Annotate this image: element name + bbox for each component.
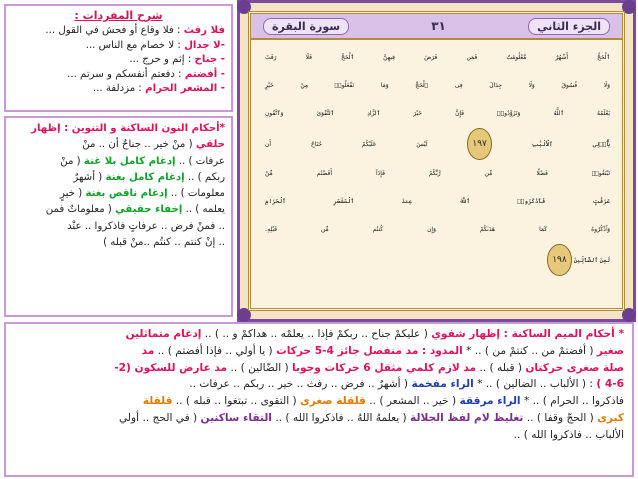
rule-name: الراء مرققة xyxy=(459,395,521,408)
quran-text xyxy=(265,44,610,276)
quran-segment: يَٰٓأُو۟لِى ٱلْأَلْبَٰبِ xyxy=(531,142,610,148)
rule-heading: * أحكام الميم الساكنة : إظهار شفوي xyxy=(431,328,624,340)
rule-line: الألباب .. فاذكروا الله ) .. xyxy=(513,428,624,441)
quran-line: تَبْتَغُوا۟ فَضْلًا مِّن رَّبِّكُمْ فَإِذَآ أَفَضْتُم مِّنْ xyxy=(265,171,610,177)
rule-name: صلة صغرى حركتان xyxy=(525,361,624,374)
quran-line: يَعْلَمْهُ ٱللَّهُ وَتَزَوَّدُوا۟ فَإِنَّ خَيْرَ ٱلزَّادِ ٱلتَّقْوَىٰ وَٱتَّقُونِ xyxy=(265,111,610,117)
rule-line xyxy=(14,326,624,343)
rule-line xyxy=(12,186,225,202)
rule-example: : ( الألباب .. الضالين ) .. * xyxy=(477,378,593,391)
vocab-term: فلا رفث xyxy=(183,25,225,36)
rule-example: ( منْ xyxy=(60,155,81,167)
rule-example: ( يعلمهُ اللهُ .. فاذكروا الله ) .. xyxy=(275,411,407,424)
vocab-term: - جناح xyxy=(194,54,225,66)
vocab-def: : فلا وقاع أو فحش في القول ... xyxy=(45,25,181,36)
rule-name: قلقلة صغرى xyxy=(300,395,366,408)
vocab-def: : لا خصام مع الناس ... xyxy=(85,39,181,51)
quran-line: وَلَا فُسُوقَ وَلَا جِدَالَ فِى ٱلْحَجِّ وَمَا تَفْعَلُوا۟ مِنْ خَيْرٍ xyxy=(265,83,610,89)
rule-line xyxy=(14,343,624,360)
vocab-term: -لا جدال xyxy=(184,39,225,51)
rule-name: إدغام كامل بلا غنة xyxy=(83,155,176,167)
rule-example: ( التقوى .. تبتغوا .. قبله ) .. xyxy=(175,395,297,408)
vocab-def: : مزدلفة ... xyxy=(92,83,142,95)
vocab-row xyxy=(12,68,225,83)
quran-line: عَرَفَٰتٍ فَٱذْكُرُوا۟ ٱللَّهَ عِندَ ٱلْمَشْعَرِ ٱلْحَرَامِ xyxy=(265,199,610,205)
quran-page xyxy=(237,0,636,322)
meem-madd-rules-panel xyxy=(4,322,634,477)
rule-line: .. إنْ كنتم .. كنتُم ..منْ قبله ) xyxy=(103,237,225,249)
rule-name: التقاء ساكنين xyxy=(200,411,272,424)
rule-name: 4-6 ) xyxy=(596,378,624,391)
rule-example: ( قبله ) .. xyxy=(479,361,523,374)
rule-line xyxy=(12,154,225,170)
rule-heading: *أحكام النون الساكنة و التنوين : إظهار xyxy=(31,123,225,134)
rule-example: ( أشهرٌ .. فرض .. رفث .. خير .. ربكم .. عرفات .. xyxy=(189,378,409,391)
rule-line xyxy=(12,121,225,137)
rule-line: .. فمنْ فرض .. عرفاتٍ فاذكروا .. عنْد xyxy=(67,220,225,232)
quran-segment: لَيْسَ عَلَيْكُمْ جُنَاحٌ أَن xyxy=(265,142,428,148)
quran-segment: لَمِنَ ٱلضَّآلِّينَ xyxy=(573,258,610,264)
rule-name: حلقي xyxy=(195,139,225,151)
quran-line: وَٱذْكُرُوهُ كَمَا هَدَىٰكُمْ وَإِن كُنتُم مِّن قَبْلِهِۦ xyxy=(265,227,610,233)
quran-line xyxy=(265,128,610,160)
rule-name: إدغام كامل بغنة xyxy=(105,171,185,183)
rule-example: ( عليكمْ جناح .. ربكمْ فإذا .. يعلمْه .. هداكمْ و .. ) .. xyxy=(204,328,428,340)
vocab-def: : دفعتم أنفسكم و سرتم ... xyxy=(67,68,182,80)
rule-example: ( خير .. المشعر ) .. xyxy=(369,395,457,408)
rule-example: ( يا أولي .. فإذا أفضتم ) .. xyxy=(157,344,273,357)
rule-example: ( منْ خير .. جناحٌ أن .. منْ xyxy=(82,139,193,151)
rule-example: ( الحجّ وقفا ) .. xyxy=(526,411,594,424)
ayah-number-marker: ١٩٧ xyxy=(467,128,492,160)
vocabulary-panel xyxy=(4,4,233,112)
rule-name: تغليظ لام لفظ الجلالة xyxy=(410,411,524,424)
ayah-number-marker: ١٩٨ xyxy=(547,244,572,276)
rule-name: مد لازم كلمي مثقل 6 حركات وجوبا xyxy=(292,361,477,374)
rule-line xyxy=(12,170,225,186)
quran-line: ٱلْحَجُّ أَشْهُرٌ مَّعْلُومَٰتٌ فَمَن فَرَضَ فِيهِنَّ ٱلْحَجَّ فَلَا رَفَثَ xyxy=(265,55,610,61)
rule-example: ( أشهرٌ xyxy=(73,171,103,183)
rule-line xyxy=(12,202,225,218)
vocab-row xyxy=(12,39,225,54)
rule-example: ( الضّالين ) .. xyxy=(230,361,289,374)
rule-name: مد عارض للسكون (2- xyxy=(114,361,228,374)
rule-name: إخفاء حقيقي xyxy=(115,204,183,216)
quran-line xyxy=(265,244,610,276)
vocab-term: - أفضتم xyxy=(184,68,225,80)
rule-name: صغير xyxy=(596,344,624,357)
vocab-row xyxy=(12,24,225,39)
rule-example: ( في الحج .. أولي xyxy=(118,411,198,424)
rule-example: فاذكروا .. الحرام ) .. * xyxy=(523,395,624,408)
rule-name: مد xyxy=(141,344,155,357)
rule-example: معلومات ) .. xyxy=(170,188,225,200)
vocabulary-title: شرح المفردات : xyxy=(74,9,163,22)
rule-name: إدغام متماثلين xyxy=(125,328,202,340)
page-number: ٣١ xyxy=(431,19,446,33)
rule-line xyxy=(14,393,624,410)
rule-example: يعلمه ) .. xyxy=(185,204,225,216)
rule-name: قلقلة xyxy=(142,395,173,408)
rule-example: ( معلوماتٌ فمن xyxy=(45,204,112,216)
rule-example: ( خيرٍ xyxy=(59,188,83,200)
rule-name: كبرى xyxy=(597,411,624,424)
rule-name: الراء مفخمة xyxy=(411,378,474,391)
surah-label: سورة البقرة xyxy=(263,18,349,35)
rule-line xyxy=(12,137,225,153)
rule-line xyxy=(14,376,624,393)
vocab-row xyxy=(12,53,225,68)
juz-label: الجزء الثاني xyxy=(528,18,610,35)
rule-line xyxy=(14,360,624,377)
quran-page-header xyxy=(251,14,622,40)
rule-name: إدغام ناقص بغنة xyxy=(85,188,168,200)
rule-line xyxy=(14,410,624,427)
vocab-term: - المشعر الحرام xyxy=(145,83,225,95)
vocab-row xyxy=(12,82,225,97)
quran-frame xyxy=(248,11,625,311)
rule-example: ( أفضتمْ من .. كنتمْ من ) .. * xyxy=(466,344,594,357)
rule-example: ربكم ) .. xyxy=(187,171,225,183)
noon-tanween-rules-panel xyxy=(4,116,233,317)
rule-name: المدود : مد منفصل جائز 4-5 حركات xyxy=(276,344,463,357)
vocab-def: : إثم و حرج ... xyxy=(129,54,192,66)
rule-example: عرفات ) .. xyxy=(178,155,225,167)
